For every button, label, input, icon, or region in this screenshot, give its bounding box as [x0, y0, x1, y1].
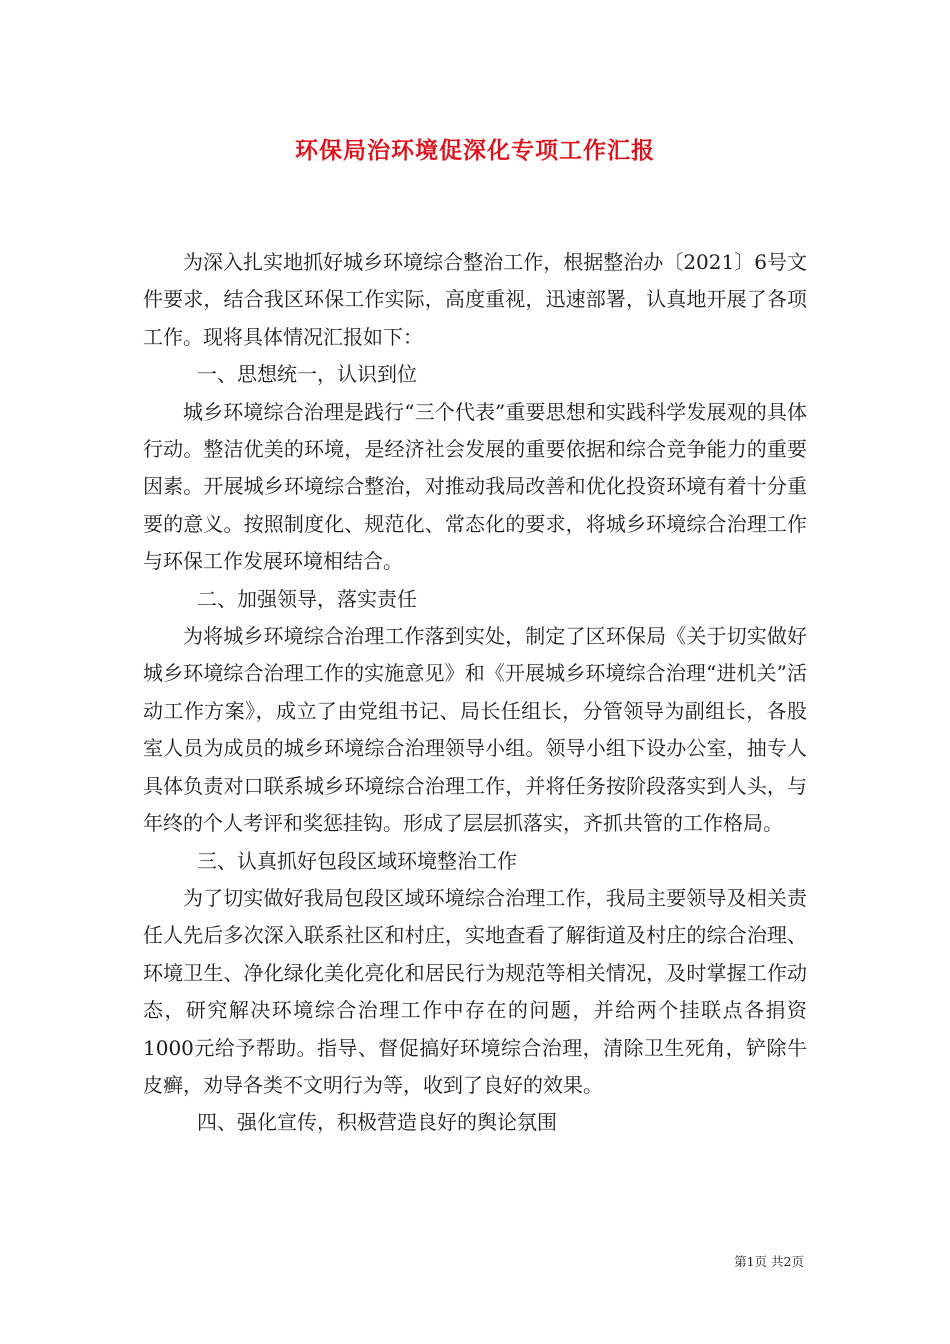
section-heading-1: 一、思想统一，认识到位	[197, 362, 417, 387]
section-paragraph-3: 为了切实做好我局包段区域环境综合治理工作，我局主要领导及相关责任人先后多次深入联系社区和村庄，实地查看了解街道及村庄的综合治理、环境卫生、净化绿化美化亮化和居民行为规范等相关情况，及时掌握工作动态，研究解决环境综合治理工作中存在的问题，并给两个挂联点各捐资1000元给予帮助。指导、督促搞好环境综合治理，清除卫生死角，铲除牛皮癣，劝导各类不文明行为等，收到了良好的效果。	[143, 885, 807, 1097]
section-paragraph-1: 城乡环境综合治理是践行“三个代表”重要思想和实践科学发展观的具体行动。整洁优美的环境，是经济社会发展的重要依据和综合竞争能力的重要因素。开展城乡环境综合整治，对推动我局改善和优化投资环境有着十分重要的意义。按照制度化、规范化、常态化的要求，将城乡环境综合治理工作与环保工作发展环境相结合。	[143, 399, 807, 574]
section-heading-2: 二、加强领导，落实责任	[197, 586, 417, 611]
intro-paragraph: 为深入扎实地抓好城乡环境综合整治工作，根据整治办〔2021〕6号文件要求，结合我区环保工作实际，高度重视，迅速部署，认真地开展了各项工作。现将具体情况汇报如下：	[143, 250, 807, 349]
section-paragraph-2: 为将城乡环境综合治理工作落到实处，制定了区环保局《关于切实做好城乡环境综合治理工作的实施意见》和《开展城乡环境综合治理“进机关”活动工作方案》，成立了由党组书记、局长任组长，分管领导为副组长，各股室人员为成员的城乡环境综合治理领导小组。领导小组下设办公室，抽专人具体负责对口联系城乡环境综合治理工作，并将任务按阶段落实到人头，与年终的个人考评和奖惩挂钩。形成了层层抓落实，齐抓共管的工作格局。	[143, 624, 807, 836]
section-heading-4: 四、强化宣传，积极营造良好的舆论氛围	[197, 1110, 557, 1135]
page-number-footer: 第1页 共2页	[734, 1254, 804, 1269]
document-body	[143, 244, 807, 1142]
section-heading-3: 三、认真抓好包段区域环境整治工作	[197, 848, 517, 873]
document-title: 环保局治环境促深化专项工作汇报	[295, 137, 655, 164]
